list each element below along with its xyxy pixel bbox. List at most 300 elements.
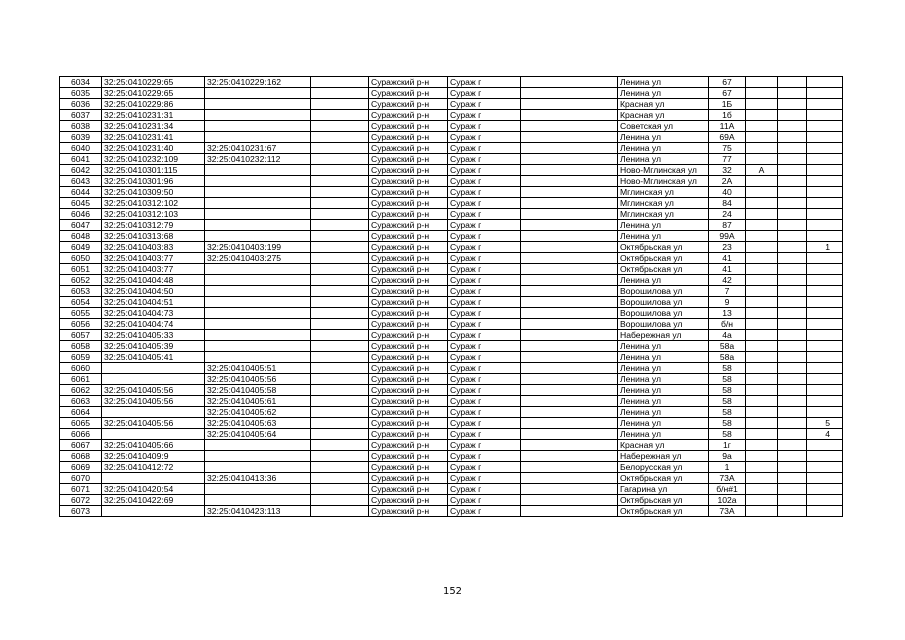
cell-unit [807,374,843,385]
cell-letter [746,473,778,484]
cell-blank-column-2 [521,99,618,110]
cell-unit [807,319,843,330]
cell-district: Суражский р-н [369,121,448,132]
cell-unit [807,286,843,297]
table-row [60,275,843,286]
cell-record-number: 6048 [60,231,102,242]
cell-blank-column [311,451,369,462]
cell-locality: Сураж г [448,495,521,506]
cell-street: Набережная ул [618,330,709,341]
cell-building [778,407,807,418]
cell-street: Набережная ул [618,451,709,462]
cell-blank-column [311,132,369,143]
cell-street: Ленина ул [618,143,709,154]
table-row [60,110,843,121]
cell-record-number: 6050 [60,253,102,264]
cell-blank-column [311,462,369,473]
cell-street: Ворошилова ул [618,286,709,297]
cell-street: Октябрьская ул [618,264,709,275]
cell-district: Суражский р-н [369,363,448,374]
cell-record-number: 6061 [60,374,102,385]
cell-unit [807,99,843,110]
cell-district: Суражский р-н [369,154,448,165]
cell-street: Ленина ул [618,385,709,396]
cell-cadastral-number: 32:25:0410405:56 [102,396,205,407]
cell-related-cadastral-number [205,275,311,286]
cell-street: Ленина ул [618,275,709,286]
cell-letter [746,363,778,374]
cell-unit [807,506,843,517]
cell-related-cadastral-number: 32:25:0410405:58 [205,385,311,396]
cell-house-number: 11А [709,121,746,132]
cell-cadastral-number: 32:25:0410405:33 [102,330,205,341]
cell-blank-column-2 [521,418,618,429]
table-row [60,77,843,88]
cell-blank-column-2 [521,495,618,506]
cell-district: Суражский р-н [369,341,448,352]
cell-building [778,77,807,88]
cell-house-number: 41 [709,264,746,275]
cell-house-number: 4а [709,330,746,341]
cell-street: Ленина ул [618,220,709,231]
table-row [60,264,843,275]
cell-building [778,88,807,99]
cell-locality: Сураж г [448,341,521,352]
cell-locality: Сураж г [448,473,521,484]
cell-house-number: 23 [709,242,746,253]
table-row [60,462,843,473]
cell-unit [807,363,843,374]
cell-building [778,363,807,374]
cell-building [778,275,807,286]
cell-building [778,462,807,473]
cell-related-cadastral-number: 32:25:0410231:67 [205,143,311,154]
table-row [60,99,843,110]
cell-letter [746,484,778,495]
cell-blank-column-2 [521,484,618,495]
cell-house-number: 102а [709,495,746,506]
cell-blank-column-2 [521,352,618,363]
cell-district: Суражский р-н [369,330,448,341]
cell-record-number: 6065 [60,418,102,429]
cell-locality: Сураж г [448,385,521,396]
table-row [60,330,843,341]
cell-blank-column [311,341,369,352]
cell-blank-column [311,484,369,495]
cell-street: Мглинская ул [618,198,709,209]
cell-letter [746,176,778,187]
cell-locality: Сураж г [448,319,521,330]
cell-cadastral-number: 32:25:0410312:103 [102,209,205,220]
cell-blank-column-2 [521,121,618,132]
cell-locality: Сураж г [448,330,521,341]
cell-related-cadastral-number: 32:25:0410229:162 [205,77,311,88]
table-row [60,176,843,187]
cell-house-number: 87 [709,220,746,231]
cell-blank-column-2 [521,143,618,154]
cell-record-number: 6044 [60,187,102,198]
cell-blank-column [311,506,369,517]
cell-locality: Сураж г [448,220,521,231]
cell-district: Суражский р-н [369,275,448,286]
cell-district: Суражский р-н [369,440,448,451]
table-row [60,198,843,209]
cell-district: Суражский р-н [369,396,448,407]
cell-blank-column [311,473,369,484]
cell-letter [746,385,778,396]
cell-cadastral-number: 32:25:0410403:77 [102,264,205,275]
cell-letter [746,275,778,286]
cell-related-cadastral-number: 32:25:0410405:56 [205,374,311,385]
cell-letter [746,110,778,121]
cell-building [778,495,807,506]
table-row [60,286,843,297]
cell-blank-column-2 [521,506,618,517]
cell-related-cadastral-number [205,165,311,176]
cell-record-number: 6073 [60,506,102,517]
table-body [60,77,843,517]
cell-blank-column [311,242,369,253]
cell-house-number: 1Б [709,99,746,110]
cell-record-number: 6056 [60,319,102,330]
cell-unit [807,198,843,209]
cell-building [778,330,807,341]
cell-related-cadastral-number: 32:25:0410405:62 [205,407,311,418]
cell-unit [807,396,843,407]
cell-locality: Сураж г [448,198,521,209]
cell-street: Ворошилова ул [618,308,709,319]
cell-district: Суражский р-н [369,451,448,462]
cell-locality: Сураж г [448,77,521,88]
cell-unit [807,121,843,132]
cell-cadastral-number [102,407,205,418]
cell-building [778,176,807,187]
cell-blank-column-2 [521,462,618,473]
cell-locality: Сураж г [448,462,521,473]
cell-unit [807,132,843,143]
cell-building [778,242,807,253]
cell-record-number: 6051 [60,264,102,275]
cell-letter [746,451,778,462]
cell-locality: Сураж г [448,99,521,110]
cell-related-cadastral-number [205,308,311,319]
cell-building [778,440,807,451]
cell-unit [807,88,843,99]
cell-letter [746,341,778,352]
cell-record-number: 6067 [60,440,102,451]
cell-unit [807,176,843,187]
cell-house-number: 2А [709,176,746,187]
cell-district: Суражский р-н [369,418,448,429]
cell-letter [746,253,778,264]
cell-blank-column [311,418,369,429]
cell-blank-column-2 [521,440,618,451]
cell-cadastral-number: 32:25:0410231:34 [102,121,205,132]
cell-locality: Сураж г [448,451,521,462]
cell-blank-column-2 [521,396,618,407]
cell-related-cadastral-number: 32:25:0410403:199 [205,242,311,253]
table-row [60,209,843,220]
cell-blank-column-2 [521,341,618,352]
cell-house-number: 77 [709,154,746,165]
table-row [60,253,843,264]
cell-street: Октябрьская ул [618,473,709,484]
cell-blank-column [311,308,369,319]
cell-letter: А [746,165,778,176]
cell-record-number: 6057 [60,330,102,341]
cell-district: Суражский р-н [369,308,448,319]
cell-blank-column-2 [521,363,618,374]
cell-blank-column [311,110,369,121]
cell-blank-column-2 [521,220,618,231]
cell-locality: Сураж г [448,132,521,143]
cell-district: Суражский р-н [369,297,448,308]
cell-district: Суражский р-н [369,231,448,242]
cell-cadastral-number: 32:25:0410312:79 [102,220,205,231]
cell-district: Суражский р-н [369,319,448,330]
cell-record-number: 6053 [60,286,102,297]
cell-blank-column [311,385,369,396]
table-row [60,418,843,429]
cell-related-cadastral-number [205,297,311,308]
cell-building [778,319,807,330]
cell-district: Суражский р-н [369,462,448,473]
cell-letter [746,308,778,319]
cell-blank-column-2 [521,165,618,176]
cell-record-number: 6046 [60,209,102,220]
cell-district: Суражский р-н [369,176,448,187]
cell-related-cadastral-number [205,451,311,462]
cell-district: Суражский р-н [369,429,448,440]
cell-street: Октябрьская ул [618,253,709,264]
cell-district: Суражский р-н [369,110,448,121]
cell-letter [746,121,778,132]
cell-blank-column-2 [521,231,618,242]
cell-blank-column [311,275,369,286]
cell-house-number: 41 [709,253,746,264]
cell-blank-column [311,429,369,440]
cell-locality: Сураж г [448,407,521,418]
cell-street: Гагарина ул [618,484,709,495]
cell-related-cadastral-number [205,264,311,275]
cell-cadastral-number: 32:25:0410404:50 [102,286,205,297]
cell-blank-column-2 [521,187,618,198]
cell-record-number: 6036 [60,99,102,110]
cell-cadastral-number [102,473,205,484]
cell-blank-column-2 [521,297,618,308]
cell-district: Суражский р-н [369,77,448,88]
cell-record-number: 6069 [60,462,102,473]
cell-locality: Сураж г [448,165,521,176]
cell-district: Суражский р-н [369,385,448,396]
cell-blank-column-2 [521,154,618,165]
cell-cadastral-number: 32:25:0410403:83 [102,242,205,253]
cell-record-number: 6043 [60,176,102,187]
cell-locality: Сураж г [448,506,521,517]
cell-letter [746,220,778,231]
cell-building [778,110,807,121]
cell-street: Ленина ул [618,231,709,242]
cell-unit [807,220,843,231]
cell-blank-column [311,176,369,187]
cell-house-number: 58 [709,418,746,429]
cell-building [778,396,807,407]
cell-record-number: 6060 [60,363,102,374]
table-row [60,231,843,242]
cell-related-cadastral-number [205,330,311,341]
cell-building [778,374,807,385]
cell-blank-column-2 [521,88,618,99]
table-row [60,396,843,407]
table-row [60,473,843,484]
table-row [60,451,843,462]
cell-building [778,121,807,132]
table-row [60,132,843,143]
cell-locality: Сураж г [448,264,521,275]
cell-street: Ворошилова ул [618,297,709,308]
cell-unit [807,495,843,506]
cell-related-cadastral-number: 32:25:0410413:36 [205,473,311,484]
cell-letter [746,407,778,418]
cell-street: Ленина ул [618,341,709,352]
cell-record-number: 6063 [60,396,102,407]
cell-house-number: 73А [709,473,746,484]
cell-cadastral-number: 32:25:0410229:65 [102,88,205,99]
cell-letter [746,352,778,363]
cell-street: Ленина ул [618,88,709,99]
cell-cadastral-number: 32:25:0410405:56 [102,385,205,396]
cell-blank-column [311,253,369,264]
cell-street: Мглинская ул [618,187,709,198]
cell-record-number: 6038 [60,121,102,132]
cell-blank-column-2 [521,77,618,88]
page-number: 152 [442,586,463,597]
cell-related-cadastral-number [205,110,311,121]
cell-locality: Сураж г [448,253,521,264]
cell-cadastral-number: 32:25:0410405:41 [102,352,205,363]
cell-building [778,220,807,231]
cell-cadastral-number: 32:25:0410404:48 [102,275,205,286]
cell-house-number: 1г [709,440,746,451]
cell-unit: 4 [807,429,843,440]
cell-locality: Сураж г [448,242,521,253]
table-row [60,385,843,396]
cell-district: Суражский р-н [369,484,448,495]
cell-street: Ново-Мглинская ул [618,176,709,187]
cell-unit [807,451,843,462]
cell-locality: Сураж г [448,484,521,495]
cell-street: Мглинская ул [618,209,709,220]
cell-house-number: 58 [709,429,746,440]
cell-street: Ленина ул [618,418,709,429]
cell-record-number: 6039 [60,132,102,143]
cell-locality: Сураж г [448,209,521,220]
cell-locality: Сураж г [448,418,521,429]
cell-record-number: 6047 [60,220,102,231]
cell-district: Суражский р-н [369,165,448,176]
cell-record-number: 6041 [60,154,102,165]
cell-house-number: 42 [709,275,746,286]
cell-street: Ленина ул [618,407,709,418]
cell-district: Суражский р-н [369,473,448,484]
cell-house-number: 40 [709,187,746,198]
cell-related-cadastral-number [205,440,311,451]
cell-letter [746,297,778,308]
table-row [60,407,843,418]
cell-cadastral-number: 32:25:0410405:56 [102,418,205,429]
cell-street: Ленина ул [618,374,709,385]
cell-related-cadastral-number [205,187,311,198]
cell-house-number: 58 [709,374,746,385]
cell-street: Красная ул [618,99,709,110]
cell-building [778,209,807,220]
cell-cadastral-number: 32:25:0410405:66 [102,440,205,451]
cell-blank-column [311,121,369,132]
cell-blank-column-2 [521,451,618,462]
cell-related-cadastral-number [205,198,311,209]
cell-blank-column-2 [521,385,618,396]
cell-street: Октябрьская ул [618,495,709,506]
cell-cadastral-number: 32:25:0410231:41 [102,132,205,143]
cell-unit [807,440,843,451]
cell-related-cadastral-number: 32:25:0410405:64 [205,429,311,440]
cell-blank-column [311,374,369,385]
cell-unit: 5 [807,418,843,429]
cell-building [778,143,807,154]
cell-cadastral-number [102,363,205,374]
cell-cadastral-number [102,506,205,517]
cell-blank-column-2 [521,374,618,385]
table-row [60,308,843,319]
cell-blank-column-2 [521,176,618,187]
cell-district: Суражский р-н [369,253,448,264]
cell-record-number: 6052 [60,275,102,286]
cell-district: Суражский р-н [369,143,448,154]
cell-related-cadastral-number: 32:25:0410405:51 [205,363,311,374]
table-row [60,154,843,165]
table-row [60,429,843,440]
cell-cadastral-number: 32:25:0410229:65 [102,77,205,88]
cell-letter [746,132,778,143]
cell-building [778,99,807,110]
cell-house-number: 67 [709,88,746,99]
cell-letter [746,154,778,165]
cell-unit: 1 [807,242,843,253]
cell-cadastral-number: 32:25:0410312:102 [102,198,205,209]
cell-building [778,187,807,198]
cell-building [778,429,807,440]
cell-cadastral-number: 32:25:0410405:39 [102,341,205,352]
cell-blank-column [311,231,369,242]
cell-record-number: 6068 [60,451,102,462]
cell-unit [807,330,843,341]
cell-street: Советская ул [618,121,709,132]
cell-letter [746,495,778,506]
cell-record-number: 6045 [60,198,102,209]
cell-record-number: 6058 [60,341,102,352]
cell-letter [746,143,778,154]
cell-locality: Сураж г [448,286,521,297]
cell-blank-column [311,209,369,220]
table-row [60,352,843,363]
cell-record-number: 6055 [60,308,102,319]
cell-building [778,451,807,462]
cell-record-number: 6049 [60,242,102,253]
cell-blank-column-2 [521,286,618,297]
cell-street: Ленина ул [618,363,709,374]
cell-record-number: 6072 [60,495,102,506]
cell-locality: Сураж г [448,374,521,385]
